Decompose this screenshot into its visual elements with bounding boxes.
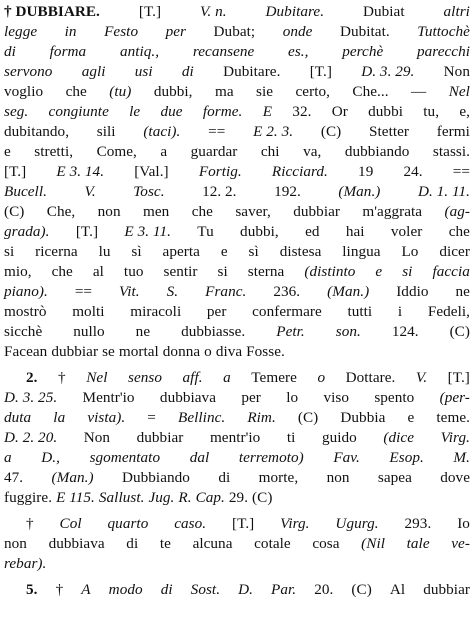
word: E 2. 3. xyxy=(253,123,294,140)
word: [T.] xyxy=(232,515,255,532)
text-line xyxy=(4,102,470,122)
word: Facean xyxy=(4,343,48,360)
word: cosa xyxy=(312,535,340,552)
word: in xyxy=(64,23,77,40)
word: Lo xyxy=(401,243,419,260)
word: stretti, xyxy=(34,143,74,160)
word: dubbiar xyxy=(293,203,340,220)
word: e xyxy=(375,263,383,280)
word: men xyxy=(142,203,170,220)
word: 124. xyxy=(391,323,419,340)
word: sì xyxy=(131,243,142,260)
word: == xyxy=(74,283,93,300)
word: Io xyxy=(457,515,470,532)
word: Fedeli, xyxy=(427,303,470,320)
word: Bucell. xyxy=(4,183,47,200)
word: Tuttochè xyxy=(417,23,470,40)
word: ti xyxy=(286,429,296,446)
text-line xyxy=(4,242,470,262)
word: (Nil xyxy=(361,535,385,552)
word: e xyxy=(407,409,415,426)
word: == xyxy=(452,163,470,180)
word: D. 3. 29. xyxy=(361,63,415,80)
word: hai xyxy=(345,223,365,240)
word: legge xyxy=(4,23,38,40)
word: sili xyxy=(96,123,116,140)
text-line xyxy=(4,514,470,534)
word: si xyxy=(4,243,15,260)
word: a xyxy=(223,369,231,386)
text-line xyxy=(4,468,470,488)
word: dubbiar xyxy=(51,343,99,360)
word: Par. xyxy=(271,581,297,598)
word: (C) xyxy=(252,489,273,506)
word: E 3. 11. xyxy=(124,223,171,240)
word: caso. xyxy=(174,515,207,532)
text-line xyxy=(4,388,470,408)
word: V. n. xyxy=(200,3,227,20)
word: Dubat; xyxy=(213,23,256,40)
word: di xyxy=(218,469,231,486)
word: alcuna xyxy=(192,535,233,552)
word: te xyxy=(159,535,171,552)
word: † xyxy=(58,369,66,386)
word: Temere xyxy=(251,369,297,386)
word: distesa xyxy=(279,243,322,260)
word: chi xyxy=(260,143,280,160)
word: Col xyxy=(59,515,82,532)
word: se xyxy=(102,343,115,360)
word: ed xyxy=(305,223,320,240)
text-line xyxy=(4,222,470,242)
word: dubbiava xyxy=(159,389,216,406)
text-line xyxy=(4,282,470,302)
word: aff. xyxy=(182,369,203,386)
word: Come, xyxy=(96,143,137,160)
text-line xyxy=(4,162,470,182)
word: agli xyxy=(81,63,106,80)
word: D. 3. 25. xyxy=(4,389,58,406)
word: che xyxy=(51,263,73,280)
word: E 115. xyxy=(56,489,95,506)
text-line xyxy=(4,554,470,574)
word: Dubitare. xyxy=(265,3,325,20)
word: Dubbiando xyxy=(121,469,190,486)
word: Nel xyxy=(86,369,108,386)
text-line xyxy=(4,448,470,468)
word: sterna xyxy=(247,263,285,280)
word: 192. xyxy=(274,183,301,200)
word: Petr. xyxy=(276,323,305,340)
word: (taci). xyxy=(143,123,181,140)
word: (C) xyxy=(320,123,342,140)
word: aperta xyxy=(162,243,200,260)
sense-number: 5. xyxy=(26,581,38,598)
word: va, xyxy=(303,143,322,160)
word: = xyxy=(147,409,156,426)
word: Non xyxy=(443,63,470,80)
word: (Man.) xyxy=(51,469,94,486)
word: si xyxy=(217,263,228,280)
word: perchè xyxy=(342,43,384,60)
word: Fortig. xyxy=(198,163,242,180)
word: Cap. xyxy=(195,489,225,506)
word: congiunte xyxy=(48,103,109,120)
word: di xyxy=(181,63,194,80)
word: non xyxy=(326,469,350,486)
word: guido xyxy=(321,429,357,446)
word: † xyxy=(55,581,64,598)
word: Stetter xyxy=(369,123,410,140)
word: sicchè xyxy=(4,323,43,340)
word: i xyxy=(397,303,403,320)
word: che xyxy=(191,203,213,220)
word: Rim. xyxy=(247,409,276,426)
word: (C) xyxy=(4,203,25,220)
word: Dubiat xyxy=(362,3,405,20)
word: Che... xyxy=(352,83,389,100)
word: forme. xyxy=(202,103,243,120)
word: e xyxy=(4,143,11,160)
word: forma xyxy=(49,43,87,60)
word: mentr'io xyxy=(209,429,261,446)
text-line xyxy=(4,62,470,82)
text-line xyxy=(4,368,470,388)
word: grada). xyxy=(4,223,50,240)
word: Dottare. xyxy=(345,369,396,386)
word: (ag- xyxy=(444,203,470,220)
word: — xyxy=(411,83,427,100)
word: (distinto xyxy=(304,263,356,280)
word: Tosc. xyxy=(133,183,165,200)
word: donna xyxy=(162,343,201,360)
word: a xyxy=(4,449,12,466)
word: fermi xyxy=(436,123,470,140)
word: [T.] xyxy=(447,369,470,386)
text-line xyxy=(4,262,470,282)
word: stassi. xyxy=(432,143,470,160)
word: viso xyxy=(323,389,349,406)
word: [T.] xyxy=(309,63,332,80)
word: m'aggrata xyxy=(362,203,423,220)
word: tale xyxy=(406,535,430,552)
word: mio, xyxy=(4,263,32,280)
text-line xyxy=(4,122,470,142)
word: Che, xyxy=(46,203,76,220)
text-line xyxy=(4,534,470,554)
word: Non xyxy=(83,429,111,446)
word: E xyxy=(262,103,273,120)
word: al xyxy=(92,263,104,280)
word: Fav. xyxy=(333,449,360,466)
word: faccia xyxy=(432,263,470,280)
word: dubbi xyxy=(368,103,403,120)
word: Nel xyxy=(448,83,470,100)
word: fuggire. xyxy=(4,489,53,506)
word: tu, xyxy=(423,103,440,120)
word: es., xyxy=(288,43,309,60)
word: (Man.) xyxy=(327,283,370,300)
word: † xyxy=(26,515,34,532)
word: non xyxy=(4,535,27,552)
word: 293. xyxy=(404,515,432,532)
word: modo xyxy=(108,581,143,598)
word: V. xyxy=(415,369,428,386)
word: (tu) xyxy=(109,83,132,100)
word: ve- xyxy=(451,535,470,552)
text-line xyxy=(4,202,470,222)
word: [Val.] xyxy=(134,163,169,180)
word: [T.] xyxy=(4,163,27,180)
word: E 3. 14. xyxy=(56,163,105,180)
word: dubbiando xyxy=(344,143,410,160)
word: spento xyxy=(374,389,415,406)
word: Tu xyxy=(197,223,214,240)
text-line xyxy=(4,82,470,102)
word: dubbi, xyxy=(153,83,193,100)
word: ricerna xyxy=(35,243,78,260)
word: Ricciard. xyxy=(271,163,328,180)
word: cotale xyxy=(254,535,291,552)
word: 236. xyxy=(273,283,301,300)
word: Dubitare. xyxy=(223,63,281,80)
word: (C) xyxy=(297,409,319,426)
headword: † DUBBIARE. xyxy=(4,3,100,20)
word: vista). xyxy=(87,409,126,426)
word: dicer xyxy=(439,243,470,260)
word: nullo xyxy=(73,323,105,340)
word: lo xyxy=(286,389,299,406)
sense-number: 2. xyxy=(26,369,38,386)
word: di xyxy=(160,581,173,598)
word: dubbi, xyxy=(240,223,279,240)
word: di xyxy=(126,535,139,552)
word: voler xyxy=(390,223,423,240)
word: 12. 2. xyxy=(202,183,237,200)
text-line xyxy=(4,408,470,428)
word: tutti xyxy=(347,303,373,320)
word: sie xyxy=(256,83,274,100)
word: Dubbia xyxy=(340,409,386,426)
word: Sost. xyxy=(190,581,221,598)
text-line xyxy=(4,488,470,508)
word: Franc. xyxy=(205,283,247,300)
word: == xyxy=(208,123,226,140)
word: (dice xyxy=(383,429,415,446)
text-line xyxy=(4,428,470,448)
word: terremoto) xyxy=(238,449,304,466)
word: mostrò xyxy=(4,303,47,320)
word: le xyxy=(129,103,141,120)
text-line xyxy=(4,2,470,22)
word: rebar). xyxy=(4,555,47,572)
text-line xyxy=(4,322,470,342)
word: parecchi xyxy=(417,43,470,60)
word: A xyxy=(81,581,91,598)
text-line xyxy=(4,580,470,600)
word: (per- xyxy=(439,389,470,406)
word: (C) xyxy=(351,581,372,598)
word: D. xyxy=(238,581,253,598)
word: 19 xyxy=(358,163,374,180)
word: altri xyxy=(443,3,470,20)
word: sapea xyxy=(377,469,412,486)
word: si xyxy=(402,263,413,280)
word: piano). xyxy=(4,283,48,300)
word: 24. xyxy=(403,163,423,180)
text-line xyxy=(4,182,470,202)
word: quarto xyxy=(107,515,149,532)
text-line xyxy=(4,302,470,322)
text-line xyxy=(4,22,470,42)
word: ne xyxy=(135,323,151,340)
word: Vit. xyxy=(119,283,140,300)
word: servono xyxy=(4,63,53,80)
word: Jug. xyxy=(148,489,175,506)
word: e xyxy=(220,243,228,260)
word: (C) xyxy=(449,323,470,340)
word: tuo xyxy=(123,263,144,280)
word: lingua xyxy=(342,243,381,260)
word: seg. xyxy=(4,103,29,120)
text-line xyxy=(4,342,470,362)
word: Sallust. xyxy=(98,489,145,506)
word: morte, xyxy=(258,469,299,486)
word: antiq., xyxy=(119,43,160,60)
word: due xyxy=(160,103,183,120)
word: e, xyxy=(459,103,470,120)
word: dubbiasse. xyxy=(181,323,246,340)
word: ma xyxy=(214,83,234,100)
word: la xyxy=(53,409,66,426)
word: dal xyxy=(189,449,210,466)
word: Al xyxy=(389,581,406,598)
word: miracoli xyxy=(130,303,182,320)
word: Or xyxy=(331,103,348,120)
word: Ugurg. xyxy=(335,515,379,532)
word: saver, xyxy=(235,203,271,220)
word: guardar xyxy=(190,143,238,160)
word: Virg. xyxy=(440,429,470,446)
word: Dubitat. xyxy=(339,23,390,40)
word: 32. xyxy=(292,103,312,120)
word: certo, xyxy=(295,83,330,100)
word: son. xyxy=(335,323,361,340)
word: dubbiava xyxy=(48,535,105,552)
word: senso xyxy=(128,369,162,386)
word: dubbiar xyxy=(423,581,470,598)
word: diva xyxy=(215,343,243,360)
word: a xyxy=(160,143,168,160)
word: recansene xyxy=(192,43,255,60)
word: per xyxy=(165,23,187,40)
text-line xyxy=(4,42,470,62)
word: D., xyxy=(41,449,60,466)
word: che xyxy=(448,223,470,240)
word: M. xyxy=(453,449,470,466)
word: teme. xyxy=(436,409,470,426)
word: confermare xyxy=(252,303,322,320)
word: 29. xyxy=(228,489,249,506)
word: Esop. xyxy=(389,449,424,466)
word: per xyxy=(241,389,261,406)
word: Virg. xyxy=(280,515,310,532)
word: D. 1. 11. xyxy=(417,183,470,200)
word: non xyxy=(97,203,121,220)
word: lu xyxy=(98,243,111,260)
word: o xyxy=(204,343,212,360)
word: di xyxy=(4,43,16,60)
word: onde xyxy=(282,23,313,40)
word: per xyxy=(206,303,227,320)
word: 47. xyxy=(4,469,24,486)
word: voglio xyxy=(4,83,44,100)
word: sentir xyxy=(163,263,198,280)
word: sgomentato xyxy=(89,449,161,466)
word: [T.] xyxy=(75,223,99,240)
word: dubitando, xyxy=(4,123,70,140)
word: S. xyxy=(166,283,179,300)
word: duta xyxy=(4,409,32,426)
word: V. xyxy=(84,183,96,200)
word: molti xyxy=(72,303,105,320)
word: o xyxy=(317,369,326,386)
word: dubbiar xyxy=(136,429,184,446)
word: usi xyxy=(134,63,153,80)
word: mortal xyxy=(118,343,159,360)
word: D. 2. 20. xyxy=(4,429,58,446)
word: Mentr'io xyxy=(82,389,135,406)
word: dove xyxy=(440,469,470,486)
word: R. xyxy=(178,489,192,506)
word: 20. xyxy=(314,581,334,598)
text-line xyxy=(4,142,470,162)
word: [T.] xyxy=(138,3,162,20)
word: Fosse. xyxy=(246,343,285,360)
word: che xyxy=(65,83,87,100)
word: ne xyxy=(455,283,470,300)
word: Iddio xyxy=(396,283,429,300)
word: Festo xyxy=(104,23,139,40)
word: Bellinc. xyxy=(178,409,226,426)
word: (Man.) xyxy=(338,183,381,200)
word: sì xyxy=(248,243,259,260)
